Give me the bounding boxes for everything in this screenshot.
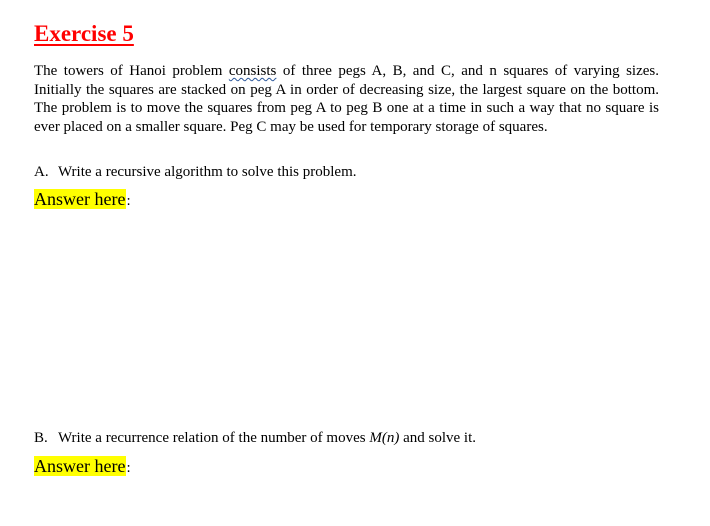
answer-b-label bbox=[34, 455, 131, 479]
answer-b-area[interactable] bbox=[34, 481, 659, 521]
problem-description bbox=[34, 62, 659, 136]
exercise-title: Exercise 5 bbox=[34, 21, 134, 46]
answer-b-highlight: Answer here bbox=[34, 456, 126, 476]
answer-a-highlight: Answer here bbox=[34, 189, 126, 209]
question-a-marker: A. bbox=[34, 164, 49, 180]
question-b bbox=[34, 429, 476, 447]
answer-a-area[interactable] bbox=[34, 214, 659, 424]
question-a-text: Write a recursive algorithm to solve this problem. bbox=[58, 164, 357, 180]
answer-b-colon: : bbox=[126, 460, 131, 476]
description-text-start: The towers of Hanoi problem bbox=[34, 63, 229, 79]
spellcheck-flagged-word[interactable]: consists bbox=[228, 63, 277, 79]
question-b-marker: B. bbox=[34, 430, 48, 446]
question-a bbox=[34, 163, 356, 181]
question-b-formula: M(n) bbox=[369, 430, 400, 446]
description-text-rest: of three pegs A, B, and C, and n squares of varying sizes. Initially the squares are stacked on peg A in order of decreasing size, the largest square on the bottom. The problem is to move the squares from peg A to peg B one at a time in such a way that no square is ever placed on a smaller square. Peg C may be used for temporary storage of squares. bbox=[34, 63, 659, 135]
answer-a-colon: : bbox=[126, 193, 131, 209]
answer-a-label bbox=[34, 188, 131, 212]
question-b-text-end: and solve it. bbox=[399, 430, 476, 446]
question-b-text-start: Write a recurrence relation of the number of moves bbox=[58, 430, 370, 446]
